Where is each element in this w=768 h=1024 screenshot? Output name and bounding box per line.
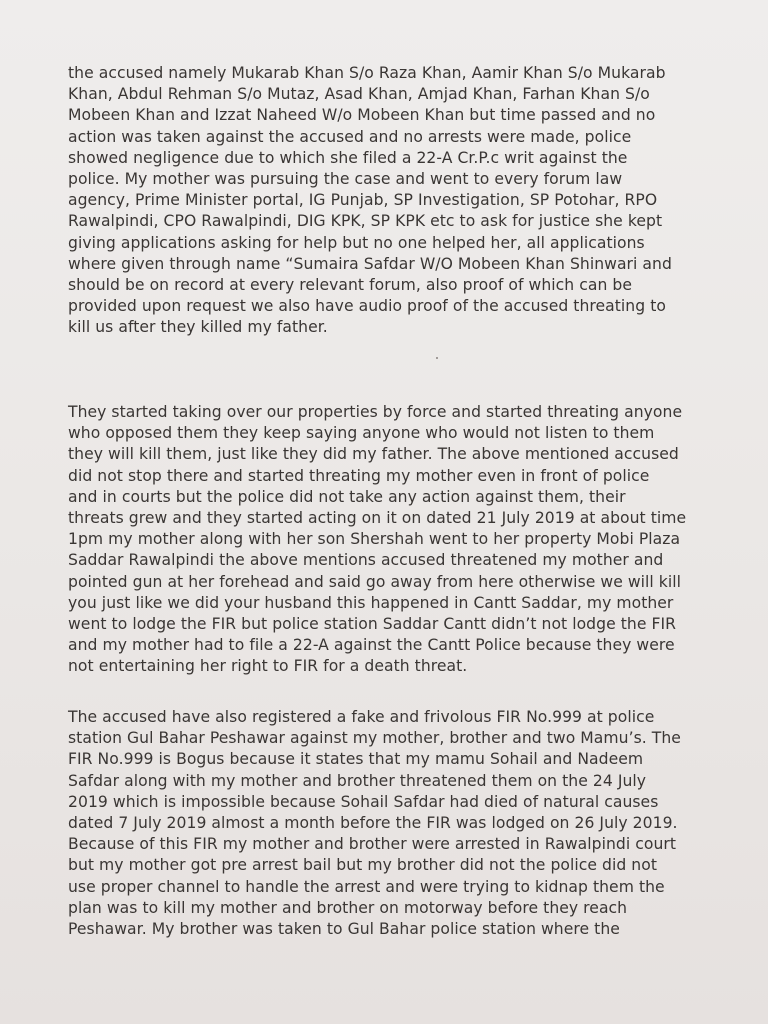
text-line: but my mother got pre arrest bail but my brother did not the police did not (68, 856, 657, 875)
text-line: did not stop there and started threating my mother even in front of police (68, 466, 650, 485)
text-line: 1pm my mother along with her son Shershah went to her property Mobi Plaza (68, 530, 681, 549)
paragraph-1 (68, 63, 728, 339)
text-line: pointed gun at her forehead and said go away from here otherwise we will kill (68, 572, 682, 591)
text-line: provided upon request we also have audio proof of the accused threating to (68, 297, 666, 316)
text-line: station Gul Bahar Peshawar against my mother, brother and two Mamu’s. The (68, 729, 681, 748)
text-line: The accused have also registered a fake and frivolous FIR No.999 at police (68, 708, 655, 726)
paper-speck (436, 357, 438, 359)
text-line: you just like we did your husband this happened in Cantt Saddar, my mother (68, 593, 674, 612)
paragraph-2 (68, 402, 728, 678)
text-line: dated 7 July 2019 almost a month before the FIR was lodged on 26 July 2019. (68, 814, 678, 833)
paragraph-3 (68, 707, 728, 940)
text-line: where given through name “Sumaira Safdar W/O Mobeen Khan Shinwari and (68, 254, 672, 273)
text-line: they will kill them, just like they did my father. The above mentioned accused (68, 445, 679, 464)
text-line: and my mother had to file a 22-A against the Cantt Police because they were (68, 636, 675, 655)
text-line: should be on record at every relevant forum, also proof of which can be (68, 276, 632, 295)
text-line: giving applications asking for help but no one helped her, all applications (68, 233, 645, 252)
text-line: and in courts but the police did not take any action against them, their (68, 487, 626, 506)
text-line: use proper channel to handle the arrest and were trying to kidnap them the (68, 877, 665, 896)
text-line: 2019 which is impossible because Sohail Safdar had died of natural causes (68, 792, 659, 811)
text-line: who opposed them they keep saying anyone who would not listen to them (68, 424, 655, 443)
text-line: Peshawar. My brother was taken to Gul Bahar police station where the (68, 920, 620, 939)
text-line: FIR No.999 is Bogus because it states that my mamu Sohail and Nadeem (68, 750, 644, 769)
text-line: Rawalpindi, CPO Rawalpindi, DIG KPK, SP KPK etc to ask for justice she kept (68, 212, 663, 231)
text-line: Mobeen Khan and Izzat Naheed W/o Mobeen Khan but time passed and no (68, 106, 656, 125)
text-line: kill us after they killed my father. (68, 318, 328, 337)
text-line: threats grew and they started acting on it on dated 21 July 2019 at about time (68, 509, 687, 528)
text-line: They started taking over our properties by force and started threating anyone (68, 403, 683, 421)
text-line: went to lodge the FIR but police station Saddar Cantt didn’t not lodge the FIR (68, 615, 677, 634)
text-line: not entertaining her right to FIR for a death threat. (68, 657, 468, 676)
text-line: Because of this FIR my mother and brother were arrested in Rawalpindi court (68, 835, 677, 854)
text-line: Safdar along with my mother and brother threatened them on the 24 July (68, 771, 647, 790)
text-line: police. My mother was pursuing the case and went to every forum law (68, 170, 623, 189)
text-line: Saddar Rawalpindi the above mentions accused threatened my mother and (68, 551, 664, 570)
text-line: the accused namely Mukarab Khan S/o Raza Khan, Aamir Khan S/o Mukarab (68, 64, 666, 82)
text-line: plan was to kill my mother and brother on motorway before they reach (68, 898, 628, 917)
text-line: Khan, Abdul Rehman S/o Mutaz, Asad Khan, Amjad Khan, Farhan Khan S/o (68, 85, 650, 104)
text-line: action was taken against the accused and no arrests were made, police (68, 127, 632, 146)
text-line: agency, Prime Minister portal, IG Punjab, SP Investigation, SP Potohar, RPO (68, 191, 658, 210)
text-line: showed negligence due to which she filed a 22-A Cr.P.c writ against the (68, 148, 628, 167)
